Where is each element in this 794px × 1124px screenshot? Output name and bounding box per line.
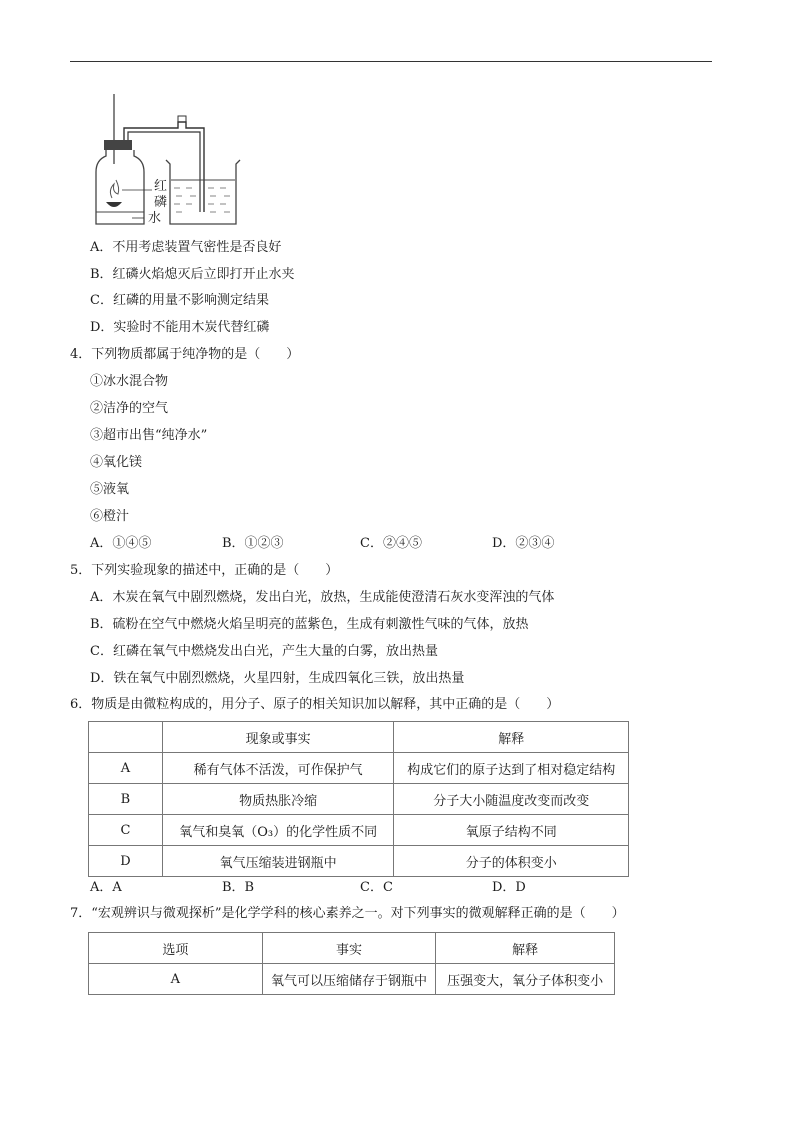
table-cell: 分子的体积变小	[394, 846, 629, 877]
q4-option-a: A．①④⑤	[90, 536, 152, 551]
q7-table	[88, 932, 615, 995]
table-header-row	[89, 722, 629, 753]
table-cell: 现象或事实	[162, 722, 394, 753]
q4-item: ⑥橙汁	[90, 509, 130, 524]
q5-option-d: D．铁在氧气中剧烈燃烧，火星四射，生成四氧化三铁，放出热量	[90, 671, 465, 686]
table-cell: 氧气可以压缩储存于钢瓶中	[262, 964, 436, 995]
table-cell: B	[89, 784, 163, 815]
q6-option-d: D．D	[492, 880, 526, 895]
q6-table	[88, 721, 629, 877]
table-row	[89, 815, 629, 846]
q4-item: ④氧化镁	[90, 455, 143, 470]
q6-option-a: A．A	[90, 880, 122, 895]
table-cell: 事实	[262, 933, 436, 964]
table-cell: 分子大小随温度改变而改变	[394, 784, 629, 815]
table-row	[89, 846, 629, 877]
table-cell: 压强变大，氧分子体积变小	[436, 964, 615, 995]
table-row	[89, 784, 629, 815]
q4-stem: 4．下列物质都属于纯净物的是（ ）	[70, 347, 300, 362]
q6-stem: 6．物质是由微粒构成的，用分子、原子的相关知识加以解释，其中正确的是（ ）	[70, 697, 560, 712]
q3-option-b: B．红磷火焰熄灭后立即打开止水夹	[90, 267, 295, 282]
q3-option-c: C．红磷的用量不影响测定结果	[90, 293, 269, 308]
table-cell: 氧原子结构不同	[394, 815, 629, 846]
q4-option-b: B．①②③	[222, 536, 284, 551]
apparatus-figure	[92, 94, 242, 230]
table-cell: D	[89, 846, 163, 877]
q4-option-d: D．②③④	[492, 536, 555, 551]
table-row	[89, 753, 629, 784]
table-row	[89, 964, 615, 995]
q4-item: ⑤液氧	[90, 482, 130, 497]
q7-stem: 7．“宏观辨识与微观探析”是化学学科的核心素养之一。对下列事实的微观解释正确的是（ ）	[70, 906, 625, 921]
label-phos: 磷	[154, 195, 168, 210]
q4-option-c: C．②④⑤	[360, 536, 422, 551]
q3-option-a: A．不用考虑装置气密性是否良好	[90, 240, 282, 255]
table-cell: 选项	[89, 933, 263, 964]
table-cell: C	[89, 815, 163, 846]
table-header-row	[89, 933, 615, 964]
table-cell: 解释	[394, 722, 629, 753]
q5-option-a: A．木炭在氧气中剧烈燃烧，发出白光，放热，生成能使澄清石灰水变浑浊的气体	[90, 590, 555, 605]
q5-stem: 5．下列实验现象的描述中，正确的是（ ）	[70, 563, 339, 578]
label-water: 水	[148, 211, 162, 226]
table-cell: 物质热胀冷缩	[162, 784, 394, 815]
header-rule	[70, 61, 712, 62]
q6-option-c: C．C	[360, 880, 393, 895]
q5-option-c: C．红磷在氧气中燃烧发出白光，产生大量的白雾，放出热量	[90, 644, 438, 659]
table-cell: A	[89, 753, 163, 784]
q4-item: ③超市出售“纯净水”	[90, 428, 208, 443]
table-cell: 氧气和臭氧（O₃）的化学性质不同	[162, 815, 394, 846]
q4-item: ①冰水混合物	[90, 374, 169, 389]
table-cell: 解释	[436, 933, 615, 964]
table-cell: 构成它们的原子达到了相对稳定结构	[394, 753, 629, 784]
table-cell: 稀有气体不活泼，可作保护气	[162, 753, 394, 784]
q4-options	[0, 535, 794, 553]
q3-option-d: D．实验时不能用木炭代替红磷	[90, 320, 270, 335]
table-cell	[89, 722, 163, 753]
q4-item: ②洁净的空气	[90, 401, 169, 416]
table-cell: A	[89, 964, 263, 995]
q6-option-b: B．B	[222, 880, 255, 895]
table-cell: 氧气压缩装进钢瓶中	[162, 846, 394, 877]
label-red: 红	[154, 179, 168, 194]
q6-options	[0, 879, 794, 897]
q5-option-b: B．硫粉在空气中燃烧火焰呈明亮的蓝紫色，生成有刺激性气味的气体，放热	[90, 617, 529, 632]
